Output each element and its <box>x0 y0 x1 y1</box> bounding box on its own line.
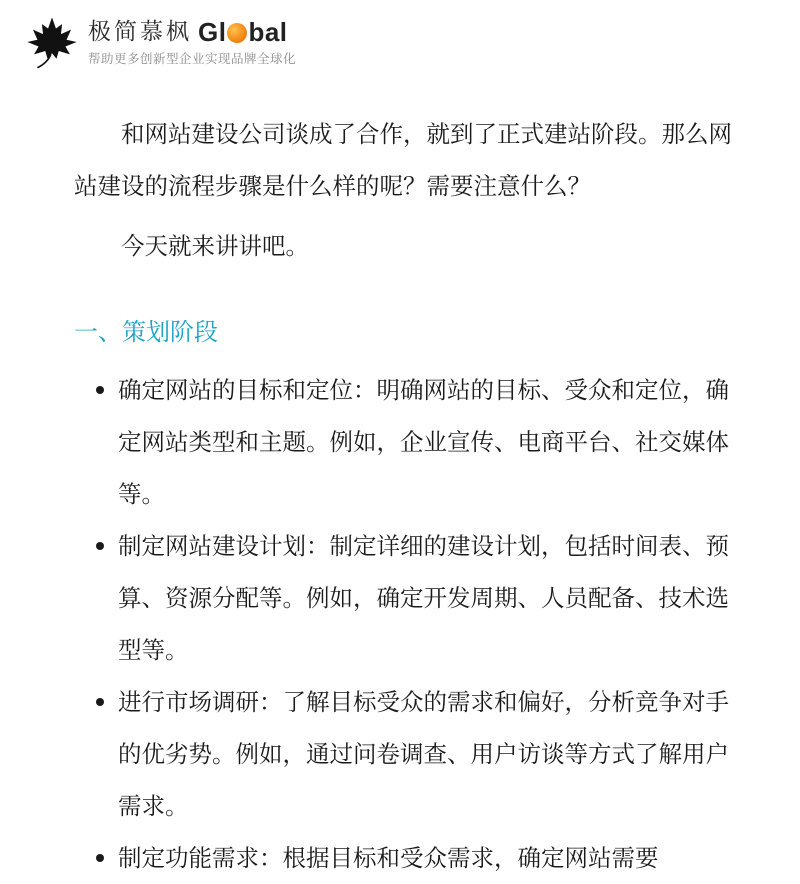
bullet-dot-icon <box>96 386 104 394</box>
list-item-text: 进行市场调研：了解目标受众的需求和偏好，分析竞争对手的优劣势。例如，通过问卷调查、用户访谈等方式了解用户需求。 <box>118 688 729 820</box>
bullet-list <box>74 364 734 884</box>
brand-name-cn: 极简慕枫 <box>88 19 192 45</box>
article-body <box>74 108 734 884</box>
list-item <box>74 832 734 884</box>
section-title: 一、策划阶段 <box>74 318 218 346</box>
brand-global-prefix: Gl <box>198 17 227 47</box>
list-item <box>74 676 734 832</box>
brand-name <box>88 17 296 47</box>
list-item-text: 制定功能需求：根据目标和受众需求，确定网站需要 <box>118 844 659 872</box>
list-item-text: 确定网站的目标和定位：明确网站的目标、受众和定位，确定网站类型和主题。例如，企业宣传、电商平台、社交媒体等。 <box>118 376 729 508</box>
intro-paragraph-2: 今天就来讲讲吧。 <box>121 232 309 260</box>
brand-text <box>88 17 296 67</box>
brand-global-suffix: bal <box>248 17 288 47</box>
maple-leaf-icon <box>24 14 80 70</box>
intro-paragraph: 和网站建设公司谈成了合作，就到了正式建站阶段。那么网站建设的流程步骤是什么样的呢？需要注意什么？ <box>74 120 732 200</box>
brand-header <box>24 14 296 70</box>
bullet-dot-icon <box>96 698 104 706</box>
list-item <box>74 364 734 520</box>
brand-name-global <box>198 17 288 47</box>
brand-tagline: 帮助更多创新型企业实现品牌全球化 <box>88 51 297 66</box>
bullet-dot-icon <box>96 854 104 862</box>
list-item-text: 制定网站建设计划：制定详细的建设计划，包括时间表、预算、资源分配等。例如，确定开发周期、人员配备、技术选型等。 <box>118 532 729 664</box>
list-item <box>74 520 734 676</box>
bullet-dot-icon <box>96 542 104 550</box>
orange-orb-icon <box>227 23 247 43</box>
